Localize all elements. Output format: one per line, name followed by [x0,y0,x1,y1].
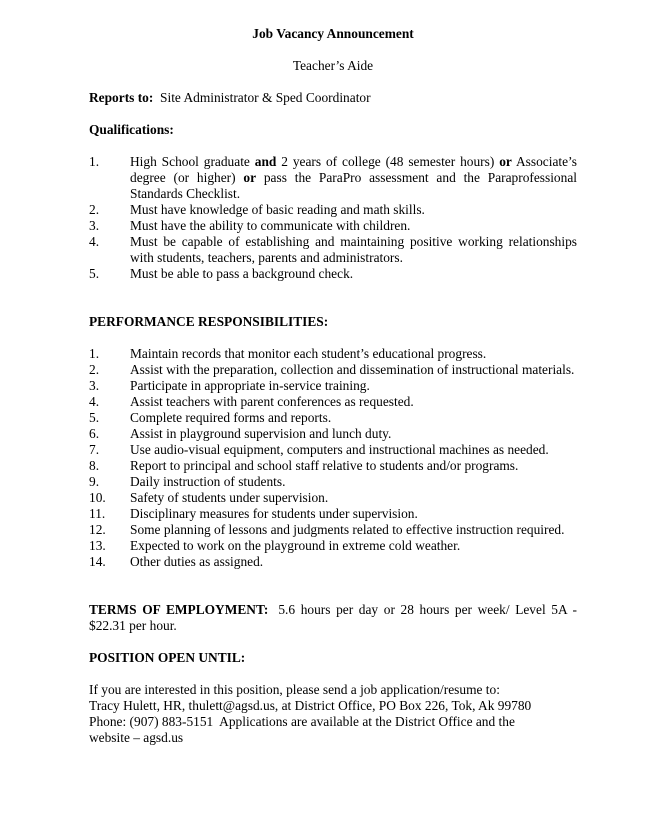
list-item [89,154,577,202]
item-text: Assist teachers with parent conferences as requested. [130,394,414,409]
item-number: 10. [89,490,106,505]
qualifications-heading: Qualifications: [89,122,174,137]
list-item [89,442,577,458]
item-number: 14. [89,554,106,569]
item-number: 9. [89,474,100,489]
item-number: 5. [89,266,100,281]
position-title: Teacher’s Aide [292,58,374,73]
terms-of-employment [89,602,577,634]
contact-line: website – agsd.us [89,730,184,745]
contact-line: Phone: (907) 883-5151 Applications are available at the District Office and the [89,714,515,729]
item-text: Must have the ability to communicate with children. [130,218,411,233]
responsibilities-heading: PERFORMANCE RESPONSIBILITIES: [89,314,329,329]
responsibilities-list [89,346,577,570]
item-number: 6. [89,426,100,441]
list-item [89,506,577,522]
list-item [89,234,577,266]
list-item [89,426,577,442]
list-item [89,394,577,410]
list-item [89,522,577,538]
item-text: Must be able to pass a background check. [130,266,354,281]
contact-paragraph [89,682,577,746]
item-number: 4. [89,394,100,409]
item-text: Daily instruction of students. [130,474,286,489]
terms-value: 5.6 hours per day or 28 hours per week/ Level 5A - $22.31 per hour. [89,602,577,633]
item-number: 7. [89,442,100,457]
item-text: High School graduate and 2 years of college (48 semester hours) or Associate’s degree (or higher) or pass the ParaPro assessment and the Paraprofessional Standards Checklist. [130,154,577,201]
item-number: 2. [89,362,100,377]
item-number: 11. [89,506,106,521]
document-title: Job Vacancy Announcement [252,26,414,41]
list-item [89,410,577,426]
contact-line: If you are interested in this position, please send a job application/resume to: [89,682,500,697]
item-text: Expected to work on the playground in extreme cold weather. [130,538,461,553]
terms-label: TERMS OF EMPLOYMENT: [89,602,269,617]
list-item [89,474,577,490]
item-number: 1. [89,154,100,169]
list-item [89,490,577,506]
item-text: Use audio-visual equipment, computers and instructional machines as needed. [130,442,549,457]
item-text: Disciplinary measures for students under supervision. [130,506,418,521]
item-number: 3. [89,218,100,233]
item-number: 3. [89,378,100,393]
item-number: 5. [89,410,100,425]
item-number: 1. [89,346,100,361]
item-text: Other duties as assigned. [130,554,264,569]
qualifications-list [89,154,577,282]
list-item [89,378,577,394]
position-open-until-heading: POSITION OPEN UNTIL: [89,650,246,665]
list-item [89,346,577,362]
list-item [89,554,577,570]
list-item [89,362,577,378]
list-item [89,266,577,282]
item-text: Safety of students under supervision. [130,490,329,505]
list-item [89,218,577,234]
item-number: 13. [89,538,106,553]
job-announcement-page [89,26,577,746]
item-text: Assist in playground supervision and lunch duty. [130,426,392,441]
item-number: 2. [89,202,100,217]
item-text: Must be capable of establishing and maintaining positive working relationships with students, teachers, parents and administrators. [130,234,577,265]
reports-to-value: Site Administrator & Sped Coordinator [160,90,371,105]
item-text: Complete required forms and reports. [130,410,332,425]
list-item [89,538,577,554]
contact-line: Tracy Hulett, HR, thulett@agsd.us, at District Office, PO Box 226, Tok, Ak 99780 [89,698,532,713]
item-text: Report to principal and school staff relative to students and/or programs. [130,458,519,473]
item-text: Maintain records that monitor each student’s educational progress. [130,346,487,361]
reports-to-line [89,90,577,106]
reports-to-label: Reports to: [89,90,154,105]
item-number: 12. [89,522,106,537]
item-text: Assist with the preparation, collection and dissemination of instructional materials. [130,362,575,377]
list-item [89,202,577,218]
item-number: 8. [89,458,100,473]
item-number: 4. [89,234,100,249]
item-text: Participate in appropriate in-service training. [130,378,370,393]
list-item [89,458,577,474]
item-text: Some planning of lessons and judgments related to effective instruction required. [130,522,565,537]
item-text: Must have knowledge of basic reading and math skills. [130,202,425,217]
